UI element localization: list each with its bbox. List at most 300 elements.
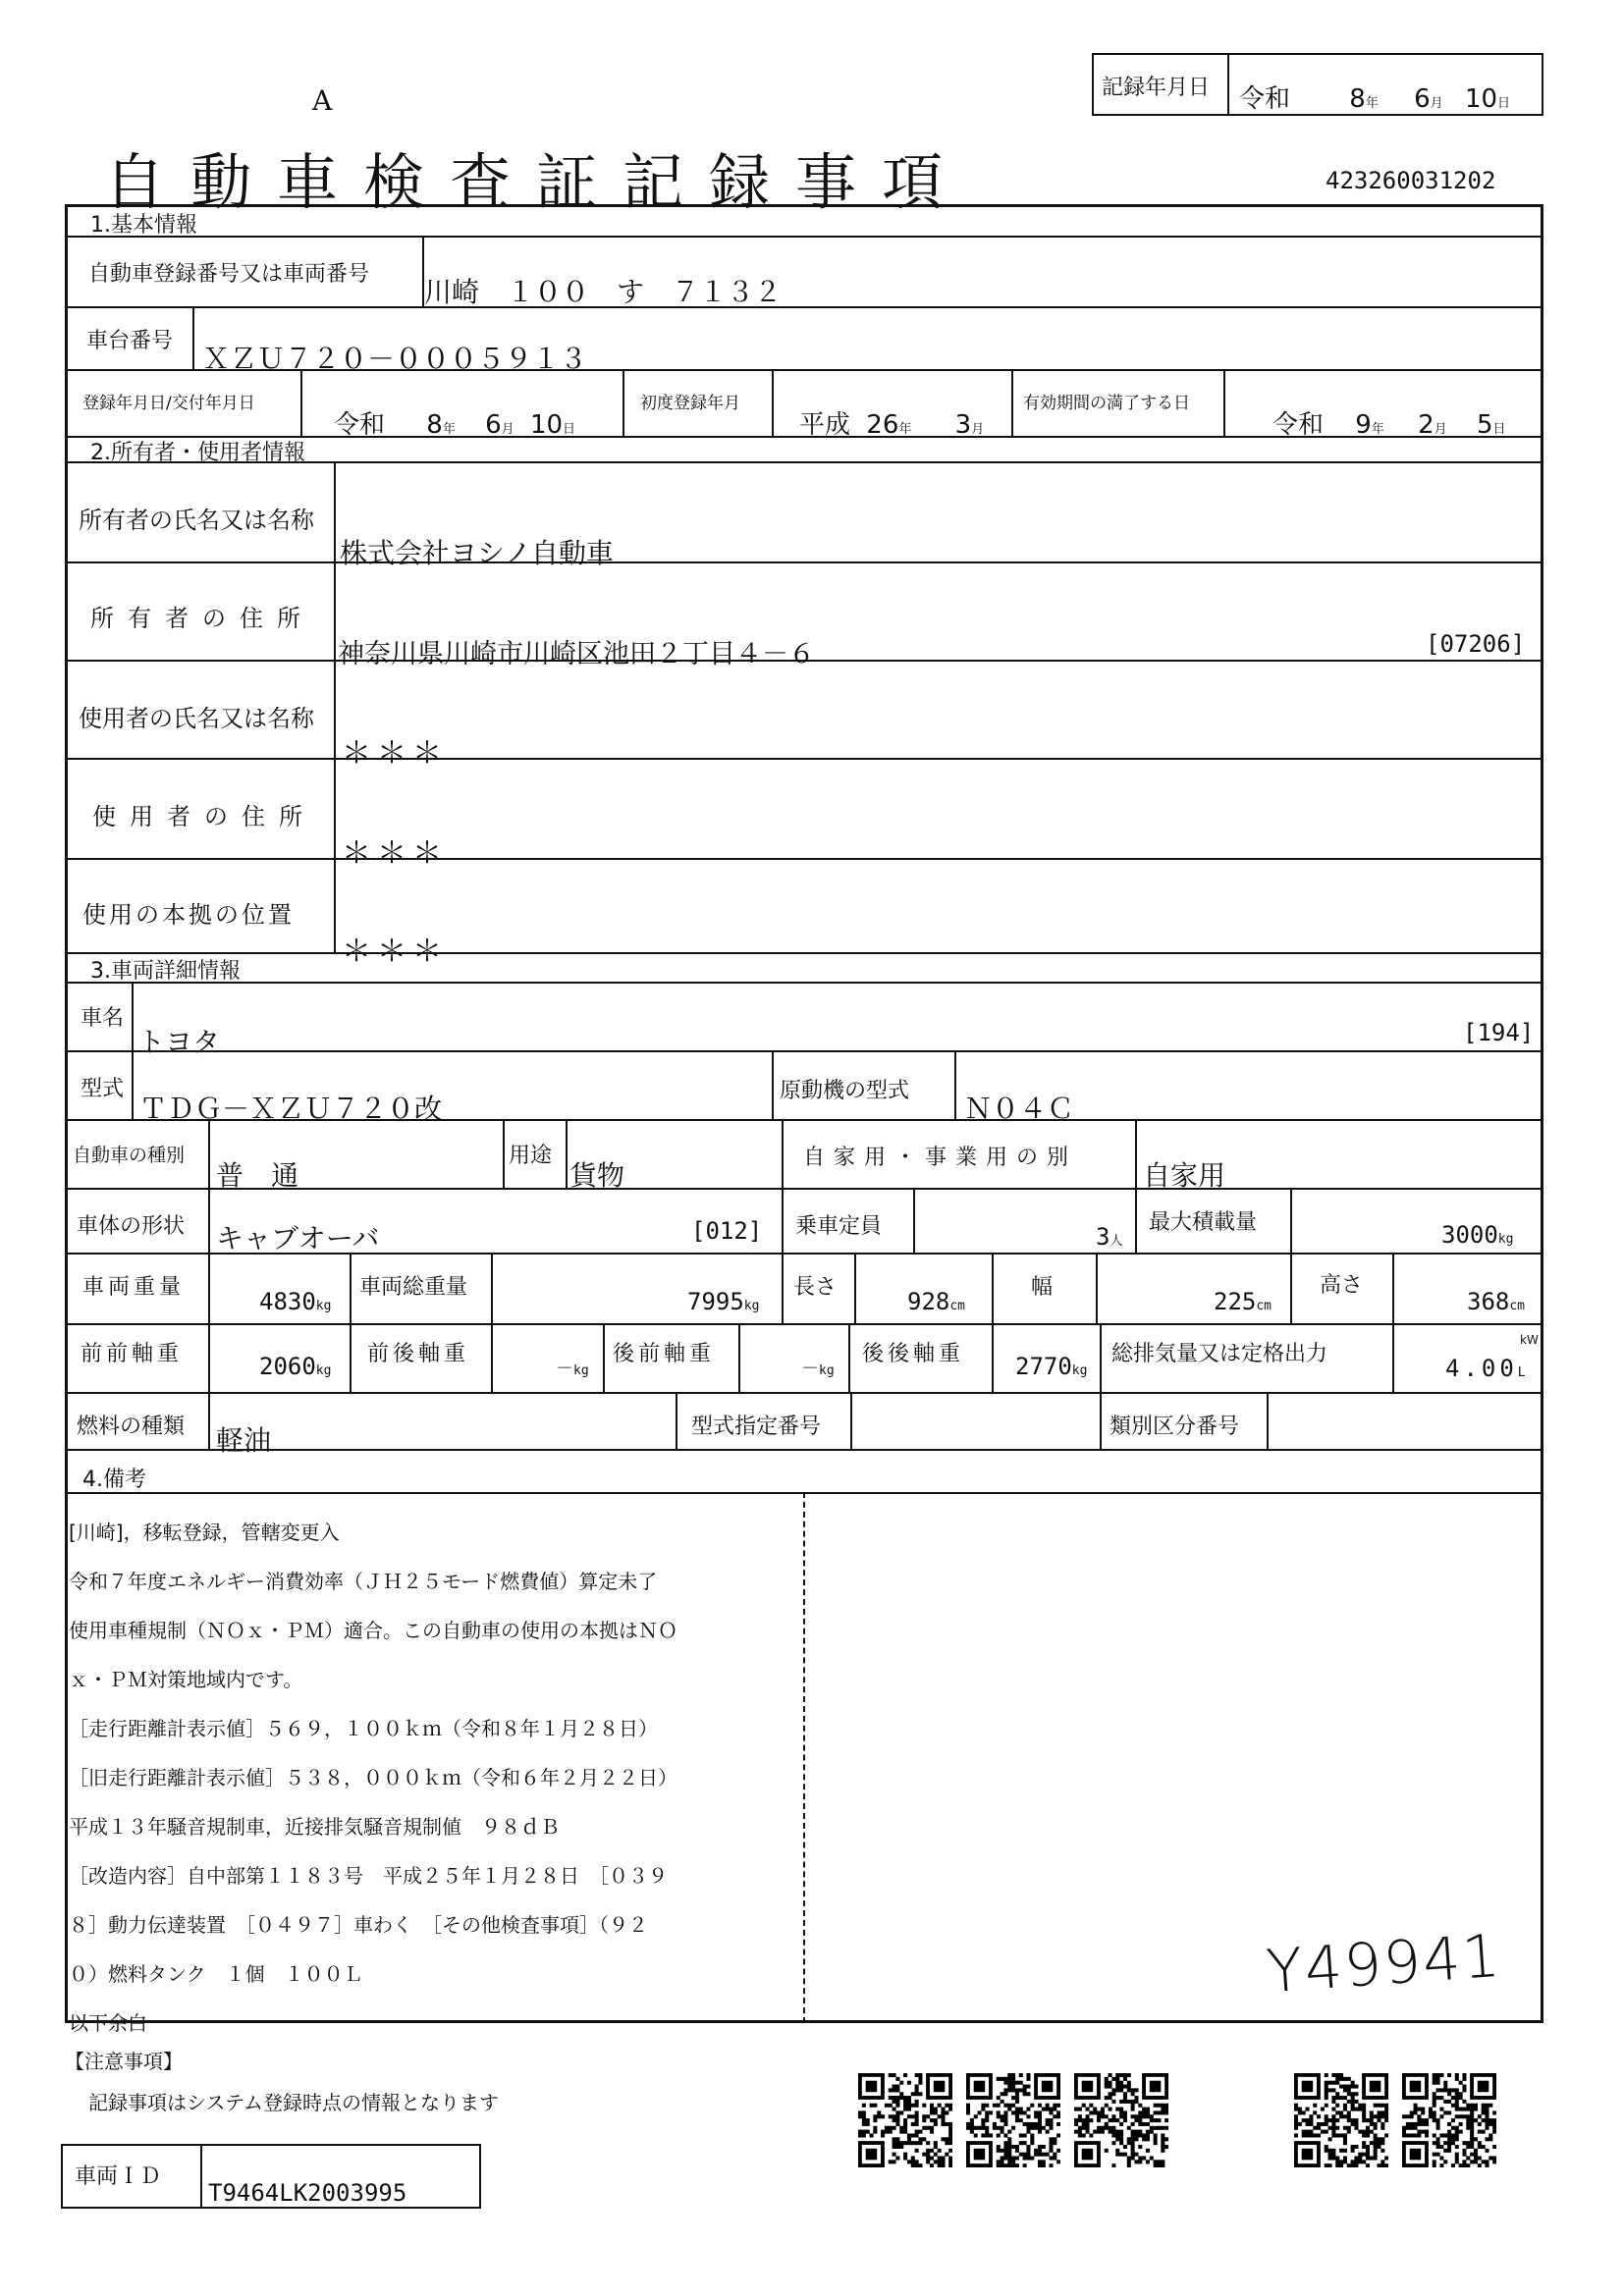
qr-module bbox=[1105, 2149, 1109, 2153]
qr-module bbox=[1003, 2149, 1007, 2153]
record-date-label: 記録年月日 bbox=[1102, 76, 1211, 100]
qr-module bbox=[1056, 2122, 1060, 2126]
qr-pattern bbox=[858, 2073, 952, 2167]
qr-module bbox=[941, 2160, 945, 2163]
qr-module bbox=[922, 2104, 926, 2108]
qr-module bbox=[1115, 2153, 1119, 2157]
qr-module bbox=[1023, 2092, 1027, 2096]
qr-module bbox=[1328, 2153, 1332, 2157]
qr-module bbox=[1138, 2156, 1142, 2160]
qr-module bbox=[941, 2114, 945, 2118]
qr-module bbox=[1374, 2104, 1378, 2108]
qr-module bbox=[1417, 2114, 1421, 2118]
qr-module bbox=[1374, 2122, 1378, 2126]
qr-module bbox=[1470, 2122, 1474, 2126]
qr-module bbox=[930, 2126, 934, 2130]
qr-module bbox=[1328, 2126, 1332, 2130]
qr-module bbox=[1466, 2145, 1470, 2149]
qr-module bbox=[926, 2156, 930, 2160]
qr-module bbox=[862, 2104, 866, 2108]
qr-module bbox=[1451, 2163, 1455, 2167]
qr-module bbox=[948, 2160, 952, 2163]
qr-module bbox=[1328, 2137, 1332, 2141]
qr-module bbox=[1131, 2108, 1135, 2111]
qr-module bbox=[1331, 2122, 1335, 2126]
qr-module bbox=[1485, 2108, 1489, 2111]
qr-module bbox=[1325, 2145, 1328, 2149]
qr-module bbox=[1474, 2160, 1478, 2163]
qr-module bbox=[1462, 2088, 1466, 2092]
qr-module bbox=[1105, 2077, 1109, 2081]
qr-module bbox=[1343, 2114, 1347, 2118]
qr-module bbox=[1447, 2149, 1451, 2153]
qr-module bbox=[993, 2122, 997, 2126]
qr-module bbox=[1402, 2133, 1406, 2137]
qr-module bbox=[985, 2126, 989, 2130]
qr-module bbox=[1007, 2088, 1011, 2092]
qr-module bbox=[1362, 2108, 1366, 2111]
qr-module bbox=[1433, 2081, 1436, 2085]
qr-module bbox=[1474, 2104, 1478, 2108]
qr-module bbox=[970, 2118, 974, 2122]
qr-module bbox=[1478, 2130, 1482, 2134]
qr-module bbox=[1347, 2126, 1351, 2130]
owner-name-label: 所有者の氏名又は名称 bbox=[79, 507, 314, 534]
qr-module bbox=[1466, 2156, 1470, 2160]
qr-module bbox=[1366, 2118, 1370, 2122]
qr-module bbox=[948, 2163, 952, 2167]
qr-module bbox=[1384, 2104, 1388, 2108]
qr-module bbox=[1042, 2153, 1046, 2157]
base-location-label: 使用の本拠の位置 bbox=[82, 901, 295, 929]
qr-module bbox=[938, 2163, 942, 2167]
qr-module bbox=[907, 2100, 911, 2104]
qr-module bbox=[918, 2130, 922, 2134]
qr-module bbox=[915, 2149, 919, 2153]
qr-module bbox=[1164, 2118, 1168, 2122]
qr-module bbox=[1115, 2149, 1119, 2153]
qr-module bbox=[1462, 2073, 1466, 2077]
qr-module bbox=[1119, 2114, 1123, 2118]
remarks-text: [川崎]，移転登録，管轄変更入 令和７年度エネルギー消費効率（ＪＨ２５モード燃費値）算定未了 使用車種規制（ＮＯｘ・ＰＭ）適合。この自動車の使用の本拠はＮＯ ｘ・ＰＭ対策地域内です。 ［走行距離計表示値］５６９，１００ｋｍ（令和８年１月２８日） ［旧走行距離計表示値］５３８，０００ｋｍ（令和６年２月２２日） 平成１３年騒音規制車，近接排気騒音規制値 ９８ｄＢ ［改造内容］自中部第１１８３号 平成２５年１月２８日 ［０３９ ８］動力伝達装置 ［０４９７］車わく ［その他検査事項］（９２ ０）燃料タンク １個 １００Ｌ 以下余白 bbox=[69, 1521, 677, 2035]
qr-module bbox=[1109, 2118, 1112, 2122]
qr-module bbox=[1046, 2153, 1050, 2157]
qr-module bbox=[1410, 2110, 1414, 2114]
qr-module bbox=[1038, 2163, 1042, 2167]
qr-module bbox=[1082, 2104, 1086, 2108]
qr-module bbox=[1443, 2081, 1447, 2085]
qr-module bbox=[1433, 2077, 1436, 2081]
qr-module bbox=[1455, 2160, 1459, 2163]
qr-module bbox=[1131, 2114, 1135, 2118]
base-location-value: ＊＊＊ bbox=[342, 934, 448, 969]
qr-finder bbox=[1478, 2081, 1489, 2093]
qr-module bbox=[1123, 2096, 1127, 2100]
qr-module bbox=[1421, 2130, 1425, 2134]
qr-module bbox=[1161, 2141, 1164, 2145]
qr-module bbox=[1161, 2133, 1164, 2137]
qr-module bbox=[1347, 2077, 1351, 2081]
capacity-label: 乗車定員 bbox=[795, 1214, 883, 1239]
qr-module bbox=[1462, 2085, 1466, 2089]
qr-module bbox=[1343, 2137, 1347, 2141]
qr-module bbox=[997, 2077, 1001, 2081]
qr-module bbox=[862, 2114, 866, 2118]
qr-module bbox=[1459, 2092, 1463, 2096]
qr-module bbox=[1015, 2081, 1019, 2085]
qr-module bbox=[1123, 2153, 1127, 2157]
qr-module bbox=[970, 2126, 974, 2130]
qr-module bbox=[1433, 2160, 1436, 2163]
qr-module bbox=[1421, 2122, 1425, 2126]
form-mark: A bbox=[312, 84, 333, 117]
qr-module bbox=[1109, 2130, 1112, 2134]
qr-module bbox=[1354, 2118, 1358, 2122]
qr-module bbox=[1436, 2081, 1440, 2085]
qr-module bbox=[918, 2141, 922, 2145]
qr-module bbox=[926, 2149, 930, 2153]
qr-module bbox=[1019, 2141, 1023, 2145]
qr-module bbox=[1049, 2137, 1053, 2141]
qr-module bbox=[948, 2133, 952, 2137]
qr-module bbox=[1328, 2118, 1332, 2122]
qr-module bbox=[948, 2104, 952, 2108]
qr-module bbox=[1003, 2122, 1007, 2126]
qr-module bbox=[918, 2073, 922, 2077]
qr-module bbox=[1119, 2133, 1123, 2137]
qr-module bbox=[941, 2156, 945, 2160]
qr-module bbox=[1127, 2081, 1131, 2085]
qr-module bbox=[858, 2130, 862, 2134]
qr-module bbox=[899, 2096, 903, 2100]
qr-finder bbox=[974, 2149, 986, 2161]
qr-module bbox=[903, 2153, 907, 2157]
qr-module bbox=[1374, 2126, 1378, 2130]
qr-module bbox=[1056, 2114, 1060, 2118]
qr-module bbox=[922, 2118, 926, 2122]
qr-module bbox=[1384, 2133, 1388, 2137]
qr-module bbox=[911, 2122, 915, 2126]
qr-module bbox=[1354, 2163, 1358, 2167]
qr-module bbox=[1007, 2073, 1011, 2077]
qr-module bbox=[1439, 2163, 1443, 2167]
qr-module bbox=[1439, 2096, 1443, 2100]
qr-module bbox=[1485, 2163, 1489, 2167]
qr-module bbox=[889, 2114, 893, 2118]
qr-module bbox=[1034, 2122, 1038, 2126]
qr-module bbox=[948, 2130, 952, 2134]
qr-module bbox=[1131, 2149, 1135, 2153]
qr-module bbox=[1347, 2088, 1351, 2092]
qr-module bbox=[974, 2133, 978, 2137]
qr-module bbox=[1351, 2104, 1355, 2108]
qr-module bbox=[1462, 2114, 1466, 2118]
qr-module bbox=[1414, 2110, 1418, 2114]
qr-module bbox=[1335, 2104, 1339, 2108]
qr-module bbox=[911, 2092, 915, 2096]
qr-module bbox=[948, 2108, 952, 2111]
qr-module bbox=[1485, 2160, 1489, 2163]
qr-module bbox=[1455, 2137, 1459, 2141]
qr-module bbox=[1154, 2141, 1158, 2145]
qr-module bbox=[1019, 2133, 1023, 2137]
qr-module bbox=[1115, 2073, 1119, 2077]
qr-module bbox=[1164, 2145, 1168, 2149]
gross-weight-value: 7995kg bbox=[687, 1288, 760, 1315]
qr-module bbox=[1146, 2114, 1150, 2118]
qr-module bbox=[941, 2122, 945, 2126]
qr-module bbox=[1492, 2130, 1496, 2134]
qr-module bbox=[1007, 2137, 1011, 2141]
qr-module bbox=[1161, 2126, 1164, 2130]
qr-module bbox=[903, 2156, 907, 2160]
qr-module bbox=[1370, 2122, 1374, 2126]
qr-module bbox=[993, 2104, 997, 2108]
qr-module bbox=[966, 2108, 970, 2111]
qr-module bbox=[911, 2133, 915, 2137]
qr-module bbox=[1161, 2160, 1164, 2163]
qr-module bbox=[1433, 2104, 1436, 2108]
qr-module bbox=[903, 2096, 907, 2100]
qr-module bbox=[1026, 2149, 1030, 2153]
qr-module bbox=[1119, 2073, 1123, 2077]
qr-module bbox=[1443, 2160, 1447, 2163]
qr-module bbox=[922, 2126, 926, 2130]
qr-module bbox=[1134, 2118, 1138, 2122]
qr-module bbox=[1331, 2118, 1335, 2122]
qr-module bbox=[1003, 2153, 1007, 2157]
qr-module bbox=[1354, 2156, 1358, 2160]
qr-module bbox=[1384, 2163, 1388, 2167]
qr-module bbox=[938, 2104, 942, 2108]
qr-module bbox=[1082, 2126, 1086, 2130]
qr-module bbox=[1325, 2114, 1328, 2118]
qr-module bbox=[1478, 2141, 1482, 2145]
qr-module bbox=[1384, 2118, 1388, 2122]
qr-module bbox=[1347, 2092, 1351, 2096]
qr-module bbox=[1007, 2163, 1011, 2167]
qr-module bbox=[918, 2137, 922, 2141]
qr-module bbox=[1485, 2122, 1489, 2126]
qr-module bbox=[1003, 2156, 1007, 2160]
qr-module bbox=[1302, 2118, 1306, 2122]
qr-module bbox=[1433, 2096, 1436, 2100]
qr-module bbox=[1370, 2156, 1374, 2160]
qr-module bbox=[1406, 2126, 1410, 2130]
qr-module bbox=[1410, 2114, 1414, 2118]
height-label: 高さ bbox=[1320, 1273, 1364, 1298]
qr-module bbox=[1374, 2156, 1378, 2160]
owner-address-label: 所有者の住所 bbox=[90, 605, 314, 632]
qr-module bbox=[907, 2104, 911, 2108]
qr-module bbox=[903, 2118, 907, 2122]
qr-module bbox=[1343, 2104, 1347, 2108]
qr-module bbox=[985, 2104, 989, 2108]
qr-module bbox=[1001, 2149, 1004, 2153]
qr-module bbox=[1436, 2145, 1440, 2149]
qr-module bbox=[1313, 2110, 1317, 2114]
qr-module bbox=[1384, 2110, 1388, 2114]
qr-module bbox=[1042, 2160, 1046, 2163]
qr-module bbox=[930, 2149, 934, 2153]
qr-module bbox=[1105, 2081, 1109, 2085]
qr-module bbox=[1097, 2130, 1101, 2134]
qr-module bbox=[1443, 2133, 1447, 2137]
qr-module bbox=[918, 2163, 922, 2167]
registration-date-value: 令和 8年 6月 10日 bbox=[334, 410, 576, 440]
qr-finder bbox=[1302, 2149, 1314, 2161]
qr-module bbox=[938, 2114, 942, 2118]
section-2-title: 2.所有者・使用者情報 bbox=[90, 441, 305, 465]
qr-module bbox=[934, 2108, 938, 2111]
handwritten-note: Y49941 bbox=[1264, 1921, 1504, 2007]
qr-module bbox=[930, 2108, 934, 2111]
qr-module bbox=[997, 2110, 1001, 2114]
qr-module bbox=[881, 2133, 885, 2137]
qr-module bbox=[885, 2126, 889, 2130]
qr-module bbox=[1482, 2110, 1486, 2114]
qr-module bbox=[1328, 2149, 1332, 2153]
qr-module bbox=[1019, 2081, 1023, 2085]
qr-module bbox=[1325, 2085, 1328, 2089]
qr-module bbox=[1366, 2126, 1370, 2130]
max-load-label: 最大積載量 bbox=[1149, 1210, 1258, 1235]
qr-module bbox=[1347, 2100, 1351, 2104]
qr-module bbox=[915, 2104, 919, 2108]
qr-module bbox=[1370, 2141, 1374, 2145]
qr-module bbox=[1439, 2088, 1443, 2092]
qr-module bbox=[1462, 2149, 1466, 2153]
qr-module bbox=[1111, 2092, 1115, 2096]
qr-module bbox=[1417, 2133, 1421, 2137]
qr-module bbox=[1023, 2163, 1027, 2167]
qr-module bbox=[1447, 2110, 1451, 2114]
qr-module bbox=[1082, 2122, 1086, 2126]
qr-module bbox=[1038, 2153, 1042, 2157]
height-value: 368cm bbox=[1467, 1288, 1526, 1315]
qr-module bbox=[858, 2114, 862, 2118]
qr-module bbox=[1436, 2088, 1440, 2092]
qr-module bbox=[1447, 2088, 1451, 2092]
qr-module bbox=[1436, 2126, 1440, 2130]
qr-module bbox=[1406, 2122, 1410, 2126]
qr-module bbox=[1470, 2114, 1474, 2118]
qr-module bbox=[1425, 2133, 1429, 2137]
qr-module bbox=[997, 2163, 1001, 2167]
qr-module bbox=[997, 2126, 1001, 2130]
qr-module bbox=[1131, 2100, 1135, 2104]
qr-module bbox=[915, 2130, 919, 2134]
qr-module bbox=[1138, 2130, 1142, 2134]
qr-module bbox=[1294, 2126, 1298, 2130]
section-3-title: 3.車両詳細情報 bbox=[90, 959, 241, 984]
rear-rear-axle-value: 2770kg bbox=[1015, 1353, 1088, 1380]
qr-module bbox=[1339, 2133, 1343, 2137]
qr-module bbox=[1451, 2104, 1455, 2108]
qr-module bbox=[1325, 2096, 1328, 2100]
private-business-value: 自家用 bbox=[1143, 1159, 1226, 1192]
qr-module bbox=[1451, 2118, 1455, 2122]
qr-module bbox=[1038, 2130, 1042, 2134]
qr-finder bbox=[1042, 2081, 1054, 2093]
qr-module bbox=[1134, 2133, 1138, 2137]
vehicle-id-label: 車両ＩＤ bbox=[75, 2164, 162, 2189]
rear-front-axle-label: 後前軸重 bbox=[613, 1342, 716, 1366]
qr-module bbox=[1134, 2100, 1138, 2104]
vehicle-kind-value: 普 通 bbox=[216, 1159, 299, 1192]
qr-module bbox=[915, 2088, 919, 2092]
qr-module bbox=[1294, 2133, 1298, 2137]
qr-module bbox=[1485, 2137, 1489, 2141]
qr-module bbox=[1161, 2108, 1164, 2111]
qr-module bbox=[1138, 2133, 1142, 2137]
qr-module bbox=[1294, 2122, 1298, 2126]
qr-module bbox=[1046, 2108, 1050, 2111]
qr-module bbox=[1157, 2126, 1161, 2130]
qr-module bbox=[899, 2092, 903, 2096]
qr-module bbox=[1455, 2156, 1459, 2160]
qr-module bbox=[1447, 2130, 1451, 2134]
qr-module bbox=[1049, 2118, 1053, 2122]
qr-module bbox=[1011, 2145, 1015, 2149]
qr-module bbox=[1335, 2110, 1339, 2114]
qr-module bbox=[1105, 2085, 1109, 2089]
qr-module bbox=[941, 2118, 945, 2122]
qr-module bbox=[1343, 2126, 1347, 2130]
qr-module bbox=[1325, 2104, 1328, 2108]
qr-module bbox=[1146, 2137, 1150, 2141]
qr-module bbox=[1354, 2085, 1358, 2089]
qr-module bbox=[1115, 2118, 1119, 2122]
qr-module bbox=[1131, 2133, 1135, 2137]
qr-module bbox=[966, 2122, 970, 2126]
qr-finder bbox=[866, 2081, 878, 2093]
qr-module bbox=[1325, 2163, 1328, 2167]
qr-finder bbox=[1370, 2081, 1381, 2093]
qr-module bbox=[1485, 2114, 1489, 2118]
qr-module bbox=[1414, 2133, 1418, 2137]
qr-module bbox=[1366, 2153, 1370, 2157]
qr-module bbox=[858, 2133, 862, 2137]
qr-code-2 bbox=[966, 2073, 1060, 2167]
user-address-value: ＊＊＊ bbox=[342, 836, 448, 871]
qr-module bbox=[1001, 2100, 1004, 2104]
qr-module bbox=[895, 2088, 899, 2092]
qr-module bbox=[1358, 2108, 1362, 2111]
qr-module bbox=[1105, 2114, 1109, 2118]
qr-module bbox=[1343, 2088, 1347, 2092]
qr-module bbox=[941, 2163, 945, 2167]
qr-module bbox=[1123, 2073, 1127, 2077]
qr-module bbox=[1331, 2073, 1335, 2077]
qr-module bbox=[1347, 2085, 1351, 2089]
qr-module bbox=[1443, 2088, 1447, 2092]
qr-module bbox=[1146, 2130, 1150, 2134]
qr-module bbox=[1414, 2126, 1418, 2130]
section-1-title: 1.基本情報 bbox=[90, 213, 197, 238]
qr-module bbox=[1097, 2114, 1101, 2118]
qr-module bbox=[1115, 2108, 1119, 2111]
qr-module bbox=[922, 2153, 926, 2157]
qr-module bbox=[1466, 2114, 1470, 2118]
qr-module bbox=[1328, 2163, 1332, 2167]
user-name-label: 使用者の氏名又は名称 bbox=[79, 705, 314, 732]
qr-module bbox=[1001, 2156, 1004, 2160]
qr-module bbox=[926, 2153, 930, 2157]
qr-module bbox=[1142, 2108, 1146, 2111]
qr-module bbox=[1370, 2118, 1374, 2122]
qr-module bbox=[1325, 2088, 1328, 2092]
